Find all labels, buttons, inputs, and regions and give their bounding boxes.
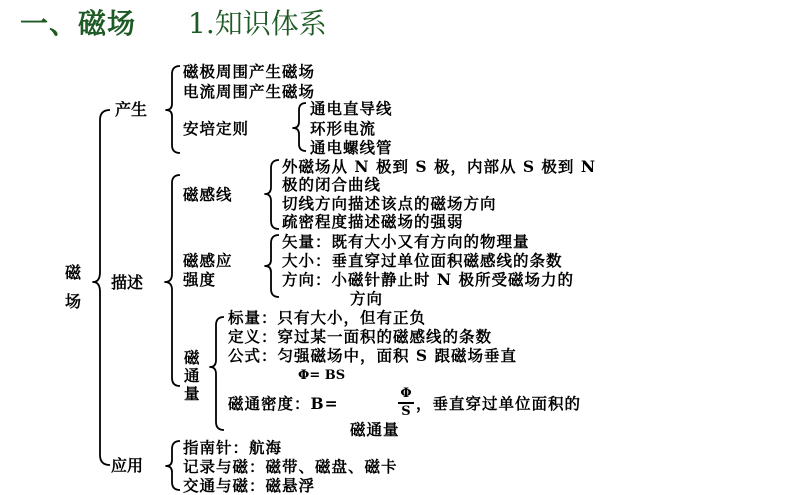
chansheng-brace: [166, 66, 180, 153]
tongliang-item-2: 公式：匀强磁场中，面积 S 跟磁场垂直: [228, 346, 517, 365]
title-part2: 1.知识体系: [188, 7, 327, 40]
ganxian-label: 磁感线: [183, 185, 233, 204]
density-prefix: 磁通密度：B=: [228, 394, 339, 413]
chansheng-item-0: 磁极周围产生磁场: [183, 62, 316, 81]
chansheng-item-1: 电流周围产生磁场: [183, 82, 316, 101]
anpei-item-2: 通电螺线管: [310, 138, 393, 157]
tongliang-c2: 通: [184, 366, 201, 385]
tongliang-item-1: 定义：穿过某一面积的磁感线的条数: [228, 327, 493, 346]
ganxian-item-1: 极的闭合曲线: [282, 175, 382, 194]
anpei-item-1: 环形电流: [310, 119, 377, 138]
ganxian-item-3: 疏密程度描述磁场的强弱: [282, 212, 464, 231]
density-numerator: Φ: [400, 386, 412, 401]
formula-phi-bs: Φ= BS: [298, 368, 346, 383]
tongliang-brace: [210, 317, 224, 430]
root-char2: 场: [65, 292, 82, 311]
title-part1: 一、磁场: [20, 7, 137, 40]
miaoshu-label: 描述: [111, 273, 144, 292]
density-line2: 磁通量: [350, 420, 400, 439]
qiangdu-item-3: 方向: [350, 289, 384, 308]
qiangdu-brace: [265, 235, 279, 297]
anpei-brace: [293, 103, 306, 151]
ganxian-item-0: 外磁场从 N 极到 S 极，内部从 S 极到 N: [282, 157, 596, 176]
qiangdu-item-2: 方向：小磁针静止时 N 极所受磁场力的: [282, 270, 574, 289]
anpei-label: 安培定则: [183, 119, 250, 138]
ganxian-item-2: 切线方向描述该点的磁场方向: [282, 194, 497, 213]
yingyong-item-0: 指南针：航海: [183, 438, 283, 457]
qiangdu-label1: 磁感应: [183, 251, 233, 270]
qiangdu-item-0: 矢量：既有大小又有方向的物理量: [282, 232, 530, 251]
anpei-item-0: 通电直导线: [310, 99, 393, 118]
chansheng-label: 产生: [115, 100, 148, 119]
tongliang-c3: 量: [184, 384, 201, 403]
miaoshu-brace: [165, 175, 180, 386]
yingyong-item-1: 记录与磁：磁带、磁盘、磁卡: [183, 457, 398, 476]
qiangdu-label2: 强度: [183, 270, 217, 289]
yingyong-label: 应用: [111, 456, 144, 475]
qiangdu-item-1: 大小：垂直穿过单位面积磁感线的条数: [282, 251, 563, 270]
density-denominator: S: [401, 404, 411, 419]
density-suffix: ，垂直穿过单位面积的: [416, 394, 582, 413]
root-char1: 磁: [65, 263, 82, 282]
tongliang-item-0: 标量：只有大小，但有正负: [228, 308, 427, 327]
yingyong-brace: [166, 441, 180, 490]
yingyong-item-2: 交通与磁：磁悬浮: [183, 476, 316, 495]
tongliang-c1: 磁: [184, 348, 201, 367]
root-brace: [93, 110, 110, 465]
ganxian-brace: [265, 160, 279, 229]
